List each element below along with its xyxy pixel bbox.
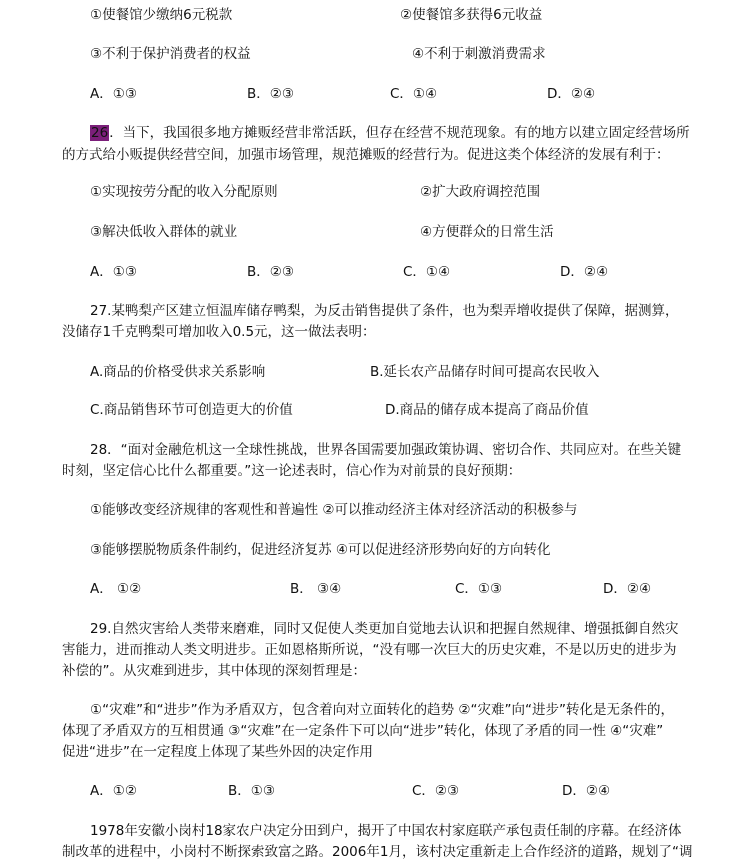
q28-stem-line1: 28．“面对金融危机这一全球性挑战，世界各国需要加强政策协调、密切合作、共同应对。在些关键 <box>90 442 682 458</box>
q26-stem-line2: 的方式给小贩提供经营空间，加强市场管理，规范摊贩的经营行为。促进这类个体经济的发展有利于： <box>62 147 670 163</box>
q27-option-b: B.延长农产品储存时间可提高农民收入 <box>370 364 600 380</box>
q29-stem-line1: 29.自然灾害给人类带来磨难，同时又促使人类更加自觉地去认识和把握自然规律、增强抵御自然灾 <box>90 621 679 637</box>
q27-option-a: A.商品的价格受供求关系影响 <box>90 364 266 380</box>
q26-stem-text: ．当下，我国很多地方摊贩经营非常活跃，但存在经营不规范现象。有的地方以建立固定经营场所 <box>109 125 690 141</box>
q29-answer-c: C．②③ <box>412 783 460 799</box>
q25-option-4: ④不利于刺激消费需求 <box>412 46 546 62</box>
q30-intro-line2: 制改革的进程中，小岗村不断探索致富之路。2006年1月，该村决定重新走上合作经济的道路，规划了“调 <box>62 844 693 860</box>
q25-option-2: ②使餐馆多获得6元收益 <box>400 7 543 23</box>
q25-answer-b: B．②③ <box>247 86 294 102</box>
q28-answer-c: C．①③ <box>455 581 503 597</box>
q29-answer-d: D．②④ <box>562 783 611 799</box>
q28-options-row1: ①能够改变经济规律的客观性和普遍性 ②可以推动经济主体对经济活动的积极参与 <box>90 502 578 518</box>
q29-stem-line3: 补偿的”。从灾难到进步，其中体现的深刻哲理是： <box>62 663 366 679</box>
q29-stem-line2: 害能力，进而推动人类文明进步。正如恩格斯所说，“没有哪一次巨大的历史灾难，不是以历史的进步为 <box>62 642 677 658</box>
q27-option-d: D.商品的储存成本提高了商品价值 <box>385 402 589 418</box>
q26-stem-line1 <box>90 123 690 143</box>
q29-answer-a: A．①② <box>90 783 137 799</box>
q28-answer-a: A． ①② <box>90 581 142 597</box>
q25-option-3: ③不利于保护消费者的权益 <box>90 46 251 62</box>
q26-answer-b: B．②③ <box>247 264 294 280</box>
q29-options-line2: 体现了矛盾双方的互相贯通 ③“灾难”在一定条件下可以向“进步”转化，体现了矛盾的同一性 ④“灾难” <box>62 723 664 739</box>
q26-number-highlight: 26 <box>91 125 109 141</box>
q25-answer-d: D．②④ <box>547 86 596 102</box>
q26-answer-a: A．①③ <box>90 264 137 280</box>
q25-answer-a: A．①③ <box>90 86 137 102</box>
q30-intro-line1: 1978年安徽小岗村18家农户决定分田到户，揭开了中国农村家庭联产承包责任制的序幕。在经济体 <box>90 823 682 839</box>
q26-option-3: ③解决低收入群体的就业 <box>90 224 238 240</box>
q28-stem-line2: 时刻，坚定信心比什么都重要。”这一论述表时，信心作为对前景的良好预期： <box>62 463 522 479</box>
q26-option-2: ②扩大政府调控范围 <box>420 184 541 200</box>
q29-options-line3: 促进“进步”在一定程度上体现了某些外因的决定作用 <box>62 744 373 760</box>
q27-stem-line2: 没储存1千克鸭梨可增加收入0.5元，这一做法表明： <box>62 324 376 340</box>
q28-answer-b: B． ③④ <box>290 581 342 597</box>
q26-option-4: ④方便群众的日常生活 <box>420 224 554 240</box>
q28-options-row2: ③能够摆脱物质条件制约，促进经济复苏 ④可以促进经济形势向好的方向转化 <box>90 542 551 558</box>
q25-option-1: ①使餐馆少缴纳6元税款 <box>90 7 233 23</box>
q26-answer-d: D．②④ <box>560 264 609 280</box>
q28-answer-d: D．②④ <box>603 581 652 597</box>
q25-answer-c: C．①④ <box>390 86 438 102</box>
q29-answer-b: B．①③ <box>228 783 275 799</box>
q26-option-1: ①实现按劳分配的收入分配原则 <box>90 184 278 200</box>
q26-answer-c: C．①④ <box>403 264 451 280</box>
q27-option-c: C.商品销售环节可创造更大的价值 <box>90 402 293 418</box>
q27-stem-line1: 27.某鸭梨产区建立恒温库储存鸭梨，为反击销售提供了条件，也为梨弄增收提供了保障，据测算， <box>90 303 679 319</box>
q29-options-line1: ①“灾难”和“进步”作为矛盾双方，包含着向对立面转化的趋势 ②“灾难”向“进步”转化是无条件的， <box>90 702 674 718</box>
